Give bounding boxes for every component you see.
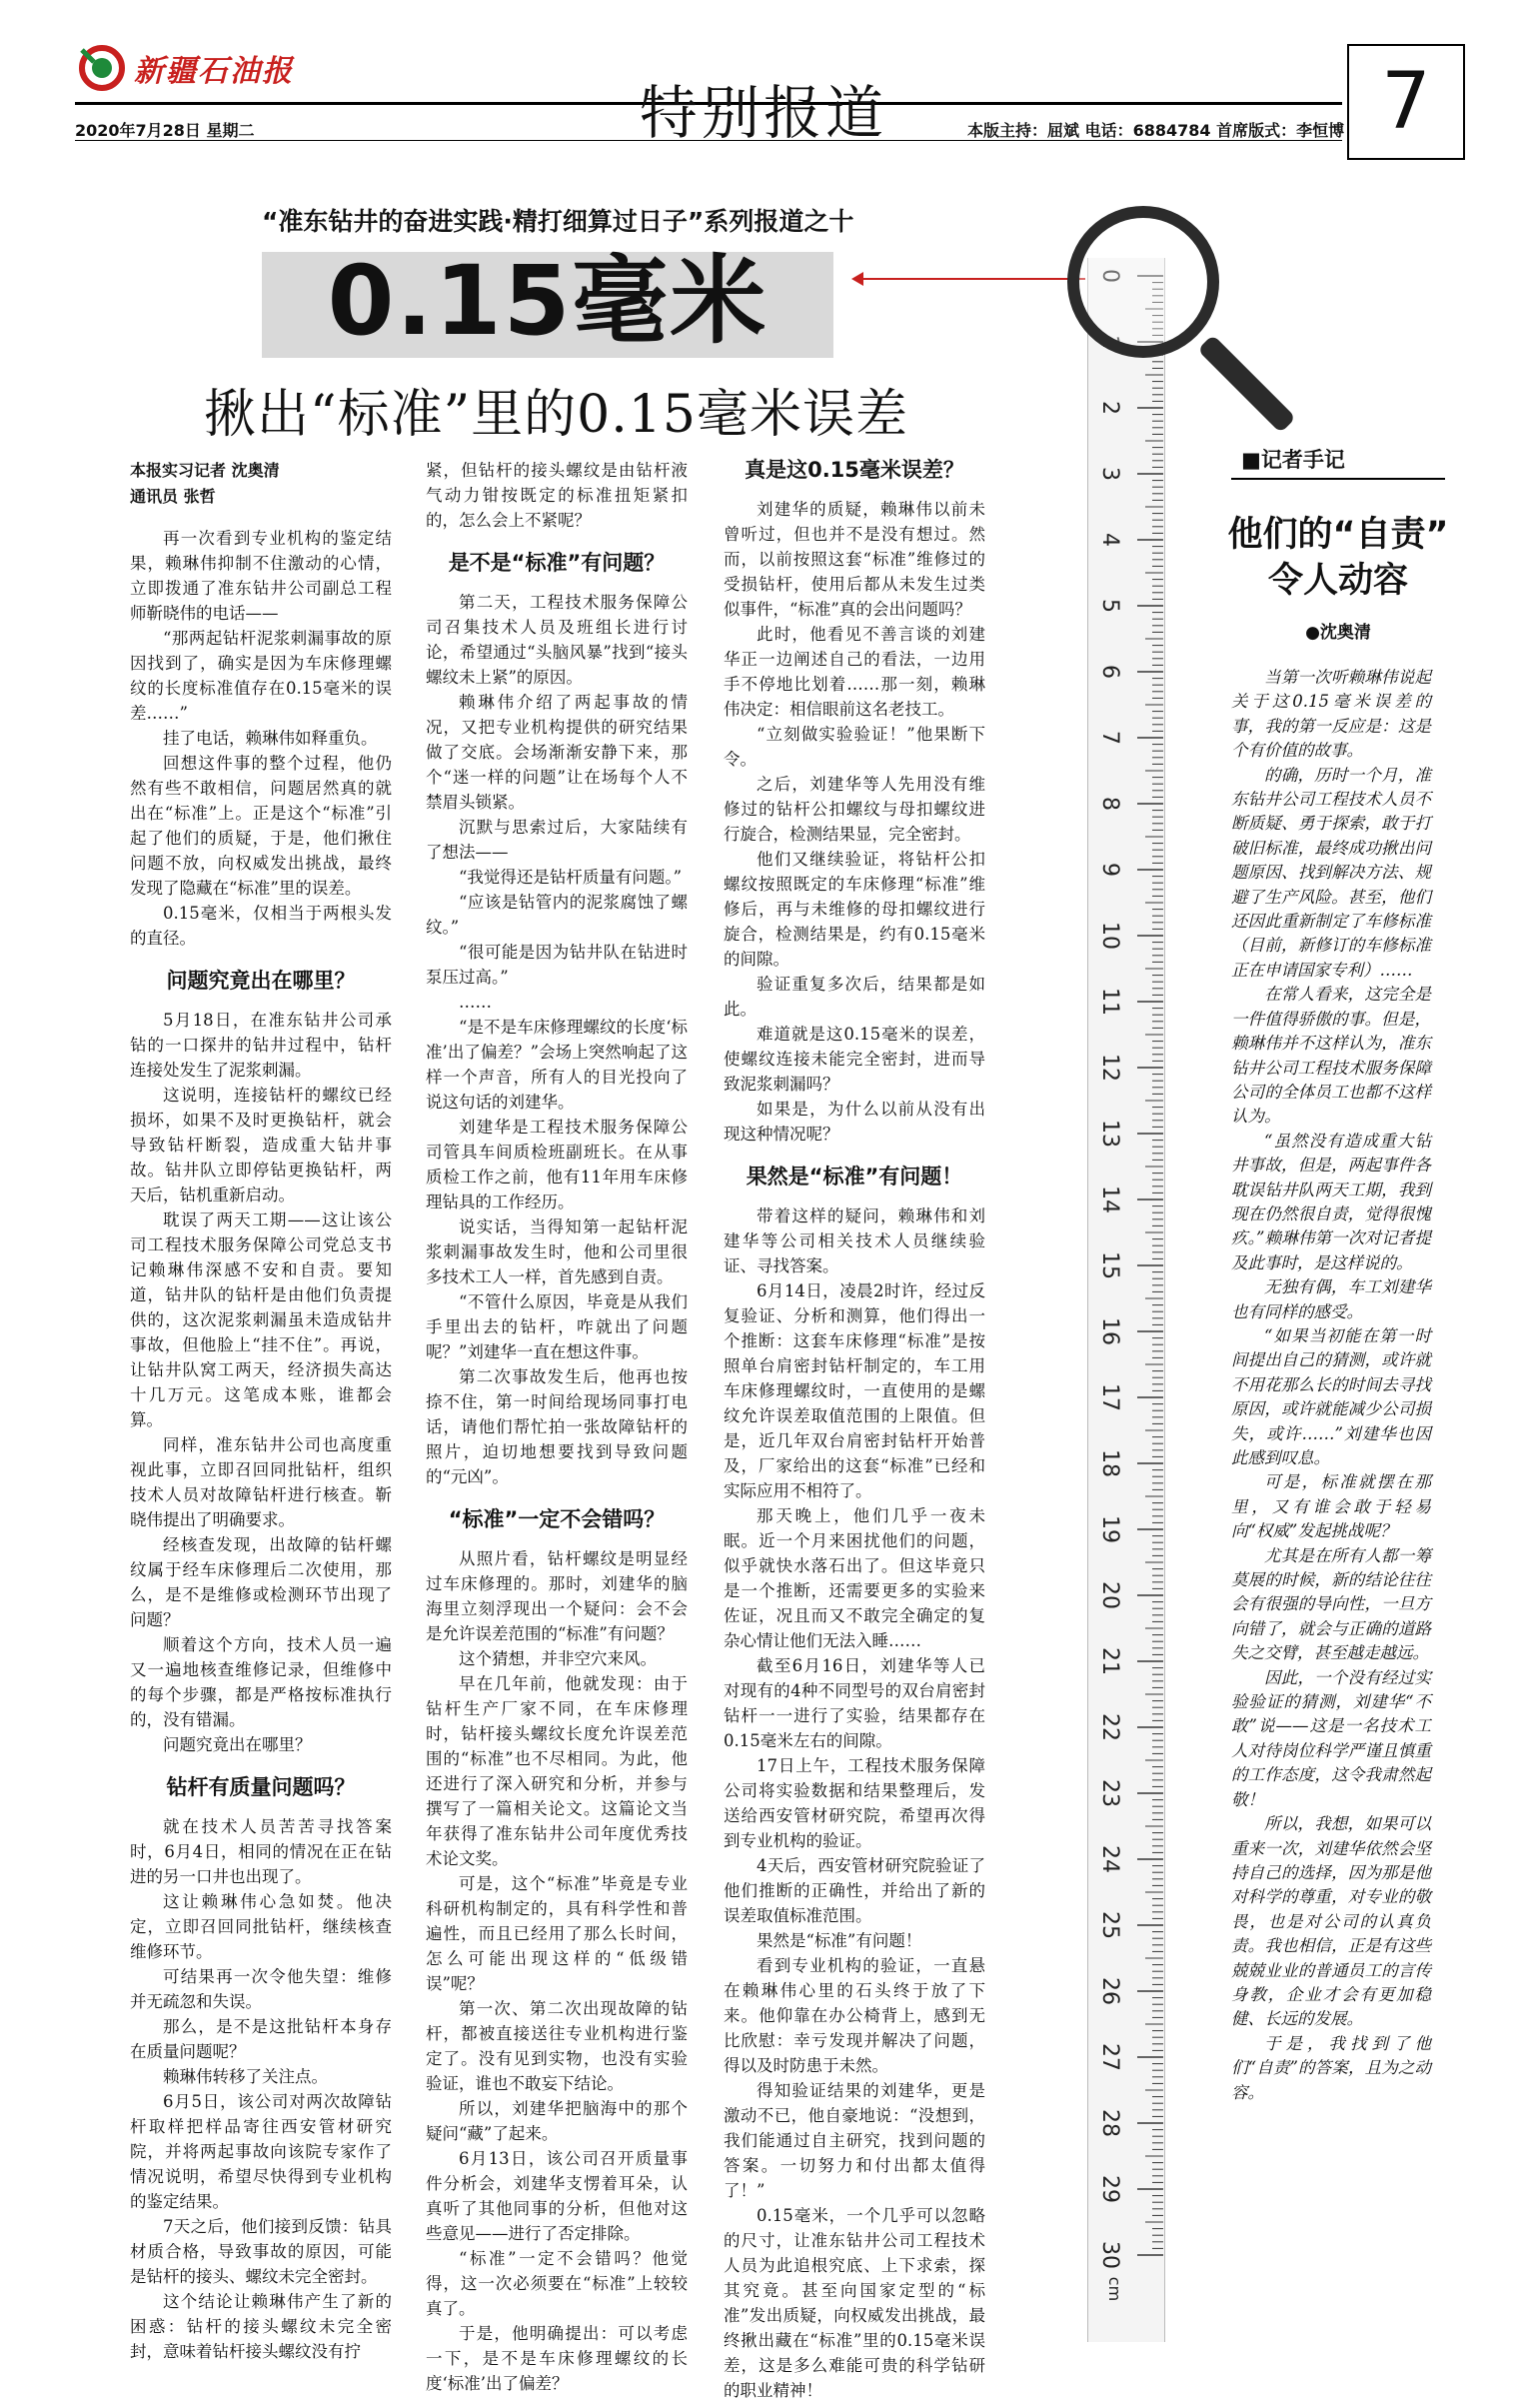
ruler-number: 20 (1097, 1581, 1122, 1609)
section-heading: 果然是“标准”有问题！ (746, 1165, 963, 1189)
paragraph: 如果是，为什么以前从没有出现这种情况呢？ (724, 1100, 985, 1144)
magnifier-handle (1197, 334, 1296, 433)
paragraph: 因此，一个没有经过实验验证的猜测，刘建华“不敢”说——这是一名技术工人对待岗位科学严谨且慎重的工作态度，这令我肃然起敬！ (1231, 1667, 1431, 1809)
notes-rule (1231, 478, 1445, 480)
paragraph: 第二次事故发生后，他再也按捺不住，第一时间给现场同事打电话，请他们帮忙拍一张故障钻杆的照片，迫切地想要找到导致问题的“元凶”。 (426, 1367, 688, 1486)
notes-title-line-1: 他们的“自责” (1227, 515, 1449, 555)
paragraph: 可是，标准就摆在那里，又有谁会敢于轻易向“权威”发起挑战呢？ (1231, 1472, 1431, 1541)
paragraph: 的确，历时一个月，准东钻井公司工程技术人员不断质疑、勇于探索，敢于打破旧标准，最终成功揪出问题原因、找到解决方法、规避了生产风险。甚至，他们还因此重新制定了车修标准（目前，新修订的车修标准正在申请国家专利）…… (1231, 765, 1431, 980)
paragraph: 紧，但钻杆的接头螺纹是由钻杆液气动力钳按既定的标准扭矩紧扣的，怎么会上不紧呢？ (426, 461, 688, 530)
main-headline: 0.15毫米 (327, 245, 769, 357)
paragraph: 他们又继续验证，将钻杆公扣螺纹按照既定的车床修理“标准”维修后，再与未维修的母扣螺纹进行旋合，检测结果是，约有0.15毫米的间隙。 (724, 850, 985, 969)
ruler-number: 16 (1097, 1317, 1122, 1345)
paragraph: “我觉得还是钻杆质量有问题。” (459, 868, 683, 887)
paragraph: 早在几年前，他就发现：由于钻杆生产厂家不同，在车床修理时，钻杆接头螺纹长度允许误差范围的“标准”也不尽相同。为此，他还进行了深入研究和分析，并参与撰写了一篇相关论文。这篇论文当年获得了准东钻井公司年度优秀技术论文奖。 (426, 1674, 688, 1868)
magnifier-icon (1067, 206, 1219, 358)
ruler-number: 13 (1097, 1120, 1122, 1148)
paragraph: 看到专业机构的验证，一直悬在赖琳伟心里的石头终于放了下来。他仰靠在办公椅背上，感到无比欣慰：幸亏发现并解决了问题，得以及时防患于未然。 (724, 1956, 985, 2075)
paragraph: 于是，他明确提出：可以考虑一下，是不是车床修理螺纹的长度‘标准’出了偏差？ (426, 2324, 688, 2393)
paragraph: 带着这样的疑问，赖琳伟和刘建华等公司相关技术人员继续验证、寻找答案。 (724, 1206, 985, 1275)
paragraph: 就在技术人员苦苦寻找答案时，6月4日，相同的情况在正在钻进的另一口井也出现了。 (130, 1817, 392, 1886)
paragraph: 再一次看到专业机构的鉴定结果，赖琳伟抑制不住激动的心情，立即拨通了准东钻井公司副总工程师靳晓伟的电话—— (130, 529, 392, 623)
paragraph: 第二天，工程技术服务保障公司召集技术人员及班组长进行讨论，希望通过“头脑风暴”找到“接头螺纹未上紧”的原因。 (426, 593, 688, 687)
paragraph: 赖琳伟转移了关注点。 (163, 2067, 328, 2086)
paragraph: 6月14日，凌晨2时许，经过反复验证、分析和测算，他们得出一个推断：这套车床修理“标准”是按照单台肩密封钻杆制定的，车工用车床修理螺纹时，一直使用的是螺纹允许误差取值范围的上限值。但是，近几年双台肩密封钻杆开始普及，厂家给出的这套“标准”已经和实际应用不相符了。 (724, 1281, 985, 1500)
ruler-number: 3 (1097, 467, 1122, 481)
ruler-number: 17 (1097, 1383, 1122, 1411)
ruler-number: 24 (1097, 1845, 1122, 1873)
ruler-number: 5 (1097, 599, 1122, 613)
paragraph: 说实话，当得知第一起钻杆泥浆刺漏事故发生时，他和公司里很多技术工人一样，首先感到自责。 (426, 1217, 688, 1286)
ruler-number: 25 (1097, 1911, 1122, 1939)
article-column-1 (130, 526, 392, 2364)
paragraph: …… (459, 993, 492, 1012)
paragraph: 挂了电话，赖琳伟如释重负。 (163, 729, 378, 748)
ruler-number: 19 (1097, 1515, 1122, 1543)
article-column-3 (724, 458, 985, 2403)
paragraph: “不管什么原因，毕竟是从我们手里出去的钻杆，咋就出了问题呢？”刘建华一直在想这件事。 (426, 1292, 688, 1361)
paragraph: 同样，准东钻井公司也高度重视此事，立即召回同批钻杆，组织技术人员对故障钻杆进行核查。靳晓伟提出了明确要求。 (130, 1435, 392, 1529)
paragraph: 经核查发现，出故障的钻杆螺纹属于经车床修理后二次使用，那么，是不是维修或检测环节出现了问题？ (130, 1535, 392, 1629)
section-title: 特别报道 (640, 79, 888, 147)
paragraph: 果然是“标准”有问题！ (757, 1931, 922, 1950)
paragraph: 6月13日，该公司召开质量事件分析会，刘建华支愣着耳朵，认真听了其他同事的分析，但他对这些意见——进行了否定排除。 (426, 2149, 688, 2243)
paragraph: 4天后，西安管材研究院验证了他们推断的正确性，并给出了新的误差取值标准范围。 (724, 1856, 985, 1925)
paragraph: 之后，刘建华等人先用没有维修过的钻杆公扣螺纹与母扣螺纹进行旋合，检测结果显，完全密封。 (724, 775, 985, 844)
paragraph: “应该是钻管内的泥浆腐蚀了螺纹。” (426, 893, 688, 937)
paragraph: 验证重复多次后，结果都是如此。 (724, 975, 985, 1019)
paragraph: 顺着这个方向，技术人员一遍又一遍地核查维修记录，但维修中的每个步骤，都是严格按标准执行的，没有错漏。 (130, 1635, 392, 1729)
paragraph: 可结果再一次令他失望：维修并无疏忽和失误。 (130, 1967, 392, 2011)
paragraph: 6月5日，该公司对两次故障钻杆取样把样品寄往西安管材研究院，并将两起事故向该院专家作了情况说明，希望尽快得到专业机构的鉴定结果。 (130, 2092, 392, 2211)
ruler-number: 10 (1097, 922, 1122, 950)
ruler-number: 29 (1097, 2175, 1122, 2203)
notes-author: ●沈奥清 (1305, 623, 1371, 643)
paragraph: 问题究竟出在哪里？ (163, 1735, 312, 1754)
paragraph: 赖琳伟介绍了两起事故的情况，又把专业机构提供的研究结果做了交底。会场渐渐安静下来，那个“迷一样的问题”让在场每个人不禁眉头锁紧。 (426, 693, 688, 812)
ruler-number: 0 (1097, 269, 1122, 283)
editor-credits: 本版主持：屈斌 电话：6884784 首席版式：李恒博 (967, 121, 1345, 140)
paragraph: 难道就是这0.15毫米的误差，使螺纹连接未能完全密封，进而导致泥浆刺漏吗？ (724, 1025, 985, 1094)
paragraph: “立刻做实验验证！”他果断下令。 (724, 725, 985, 769)
paragraph: 那天晚上，他们几乎一夜未眠。近一个月来困扰他们的问题，似乎就快水落石出了。但这毕竟只是一个推断，还需要更多的实验来佐证，况且而又不敢完全确定的复杂心情让他们无法入睡…… (724, 1506, 985, 1650)
paragraph: 刘建华的质疑，赖琳伟以前未曾听过，但也并不是没有想过。然而，以前按照这套“标准”维修过的受损钻杆，使用后都从未发生过类似事件，“标准”真的会出问题吗？ (724, 500, 985, 619)
paragraph: “虽然没有造成重大钻井事故，但是，两起事件各耽误钻井队两天工期，我到现在仍然很自责，觉得很愧疚。”赖琳伟第一次对记者提及此事时，是这样说的。 (1231, 1131, 1431, 1272)
paragraph: 无独有偶，车工刘建华也有同样的感受。 (1231, 1277, 1431, 1321)
article-column-2 (426, 458, 688, 2396)
paragraph: 耽误了两天工期——这让该公司工程技术服务保障公司党总支书记赖琳伟深感不安和自责。要知道，钻井队的钻杆是由他们负责提供的，这次泥浆刺漏虽未造成钻井事故，但他脸上“挂不住”。再说，让钻井队窝工两天，经济损失高达十几万元。这笔成本账，谁都会算。 (130, 1210, 392, 1429)
paragraph: “标准”一定不会错吗？他觉得，这一次必须要在“标准”上较较真了。 (426, 2249, 688, 2318)
paragraph: 这让赖琳伟心急如焚。他决定，立即召回同批钻杆，继续核查维修环节。 (130, 1892, 392, 1961)
subheadline: 揪出“标准”里的0.15毫米误差 (204, 385, 908, 445)
paragraph: 那么，是不是这批钻杆本身存在质量问题呢？ (130, 2017, 392, 2061)
section-heading: 是不是“标准”有问题？ (448, 551, 666, 575)
paragraph: 这说明，连接钻杆的螺纹已经损坏，如果不及时更换钻杆，就会导致钻杆断裂，造成重大钻井事故。钻井队立即停钻更换钻杆，两天后，钻机重新启动。 (130, 1086, 392, 1204)
issue-date: 2020年7月28日 星期二 (75, 121, 255, 140)
paragraph: 沉默与思索过后，大家陆续有了想法—— (426, 818, 688, 862)
paragraph: 第一次、第二次出现故障的钻杆，都被直接送往专业机构进行鉴定了。没有见到实物，也没有实验验证，谁也不敢妄下结论。 (426, 1999, 688, 2093)
paragraph: “那两起钻杆泥浆刺漏事故的原因找到了，确实是因为车床修理螺纹的长度标准值存在0.15毫米的误差……” (130, 629, 392, 723)
ruler-number: 23 (1097, 1779, 1122, 1807)
notes-title (1215, 512, 1461, 604)
ruler-scale (1087, 258, 1163, 2342)
pointer-arrow-line (853, 278, 1085, 280)
ruler-number: 12 (1097, 1054, 1122, 1082)
section-heading: 真是这0.15毫米误差？ (745, 458, 964, 482)
paragraph: 0.15毫米，一个几乎可以忽略的尺寸，让准东钻井公司工程技术人员为此追根究底、上下求索，探其究竟。甚至向国家定型的“标准”发出质疑，向权威发出挑战，最终揪出藏在“标准”里的0.15毫米误差，这是多么难能可贵的科学钻研的职业精神！ (724, 2206, 985, 2400)
paragraph: “是不是车床修理螺纹的长度‘标准’出了偏差？”会场上突然响起了这样一个声音，所有人的目光投向了说这句话的刘建华。 (426, 1018, 688, 1112)
paragraph: 尤其是在所有人都一筹莫展的时候，新的结论往往会有很强的导向性，一旦方向错了，就会与正确的道路失之交臂，甚至越走越远。 (1231, 1545, 1431, 1663)
ruler-number: 8 (1097, 797, 1122, 811)
paragraph: 在常人看来，这完全是一件值得骄傲的事。但是，赖琳伟并不这样认为，准东钻井公司工程技术服务保障公司的全体员工也都不这样认为。 (1231, 985, 1431, 1127)
notes-title-line-2: 令人动容 (1267, 561, 1408, 601)
ruler-number: 26 (1097, 1977, 1122, 2005)
section-heading: 钻杆有质量问题吗？ (166, 1775, 356, 1799)
ruler-number: 4 (1097, 533, 1122, 547)
logo-text: 新疆石油报 (134, 54, 294, 89)
ruler-number: 1 (1097, 335, 1122, 349)
ruler-number: 21 (1097, 1647, 1122, 1675)
paragraph: 回想这件事的整个过程，他仍然有些不敢相信，问题居然真的就出在“标准”上。正是这个“标准”引起了他们的质疑，于是，他们揪住问题不放，向权威发出挑战，最终发现了隐藏在“标准”里的误差。 (130, 754, 392, 898)
section-heading: “标准”一定不会错吗？ (448, 1507, 666, 1531)
paragraph: 7天之后，他们接到反馈：钻具材质合格，导致事故的原因，可能是钻杆的接头、螺纹未完全密封。 (130, 2217, 392, 2286)
page-number: 7 (1347, 44, 1465, 160)
paragraph: 从照片看，钻杆螺纹是明显经过车床修理的。那时，刘建华的脑海里立刻浮现出一个疑问：会不会是允许误差范围的“标准”有问题？ (426, 1549, 688, 1643)
paragraph: 这个猜想，并非空穴来风。 (459, 1649, 657, 1668)
paragraph: 可是，这个“标准”毕竟是专业科研机构制定的，具有科学性和普遍性，而且已经用了那么长时间，怎么可能出现这样的“低级错误”呢？ (426, 1874, 688, 1993)
ruler-number: 2 (1097, 401, 1122, 415)
paragraph: 得知验证结果的刘建华，更是激动不已，他自豪地说：“没想到，我们能通过自主研究，找到问题的答案。一切努力和付出都太值得了！” (724, 2081, 985, 2200)
ruler-number: 14 (1097, 1186, 1122, 1213)
ruler-number: 22 (1097, 1713, 1122, 1741)
ruler-number: 9 (1097, 863, 1122, 877)
byline (130, 458, 280, 510)
ruler-number: 6 (1097, 665, 1122, 679)
paragraph: 当第一次听赖琳伟说起关于这0.15毫米误差的事，我的第一反应是：这是个有价值的故事。 (1231, 668, 1431, 761)
byline-correspondent: 通讯员 张哲 (130, 487, 216, 506)
series-label: “准东钻井的奋进实践·精打细算过日子”系列报道之十 (262, 207, 854, 236)
section-heading: 问题究竟出在哪里？ (166, 969, 356, 993)
byline-reporter: 本报实习记者 沈奥清 (130, 461, 280, 480)
logo-emblem-icon (76, 40, 132, 92)
ruler-number: 18 (1097, 1449, 1122, 1477)
paragraph: 17日上午，工程技术服务保障公司将实验数据和结果整理后，发送给西安管材研究院，希望再次得到专业机构的验证。 (724, 1756, 985, 1850)
paragraph: 5月18日，在准东钻井公司承钻的一口探井的钻井过程中，钻杆连接处发生了泥浆刺漏。 (130, 1011, 392, 1080)
ruler-number: 27 (1097, 2043, 1122, 2071)
paragraph: “如果当初能在第一时间提出自己的猜测，或许就不用花那么长的时间去寻找原因，或许就能减少公司损失，或许……”刘建华也因此感到叹息。 (1231, 1325, 1431, 1467)
paragraph: 所以，刘建华把脑海中的那个疑问“藏”了起来。 (426, 2099, 688, 2143)
ruler-number: 11 (1097, 988, 1122, 1016)
paragraph: 此时，他看见不善言谈的刘建华正一边阐述自己的看法，一边用手不停地比划着……那一刻，赖琳伟决定：相信眼前这名老技工。 (724, 625, 985, 719)
paragraph: “很可能是因为钻井队在钻进时泵压过高。” (426, 943, 688, 987)
ruler-number: 30 (1097, 2241, 1122, 2269)
newspaper-logo (76, 40, 306, 92)
ruler-number: 7 (1097, 731, 1122, 745)
paragraph: 于是，我找到了他们“自责”的答案，且为之动容。 (1231, 2033, 1431, 2102)
ruler-number: 28 (1097, 2109, 1122, 2137)
paragraph: 刘建华是工程技术服务保障公司管具车间质检班副班长。在从事质检工作之前，他有11年用车床修理钻具的工作经历。 (426, 1118, 688, 1211)
paragraph: 所以，我想，如果可以重来一次，刘建华依然会坚持自己的选择，因为那是他对科学的尊重，对专业的敬畏，也是对公司的认真负责。我也相信，正是有这些兢兢业业的普通员工的言传身教，企业才会有更加稳健、长远的发展。 (1231, 1814, 1431, 2029)
pointer-arrow-icon (851, 272, 863, 286)
notes-heading: ■记者手记 (1241, 448, 1345, 472)
ruler-unit: cm (1105, 2276, 1124, 2302)
notes-body (1231, 666, 1431, 2105)
paragraph: 截至6月16日，刘建华等人已对现有的4种不同型号的双台肩密封钻杆一一进行了实验，结果都存在0.15毫米左右的间隙。 (724, 1656, 985, 1750)
ruler-number: 15 (1097, 1251, 1122, 1279)
paragraph: 0.15毫米，仅相当于两根头发的直径。 (130, 904, 392, 948)
paragraph: 这个结论让赖琳伟产生了新的困惑：钻杆的接头螺纹未完全密封，意味着钻杆接头螺纹没有拧 (130, 2292, 392, 2361)
